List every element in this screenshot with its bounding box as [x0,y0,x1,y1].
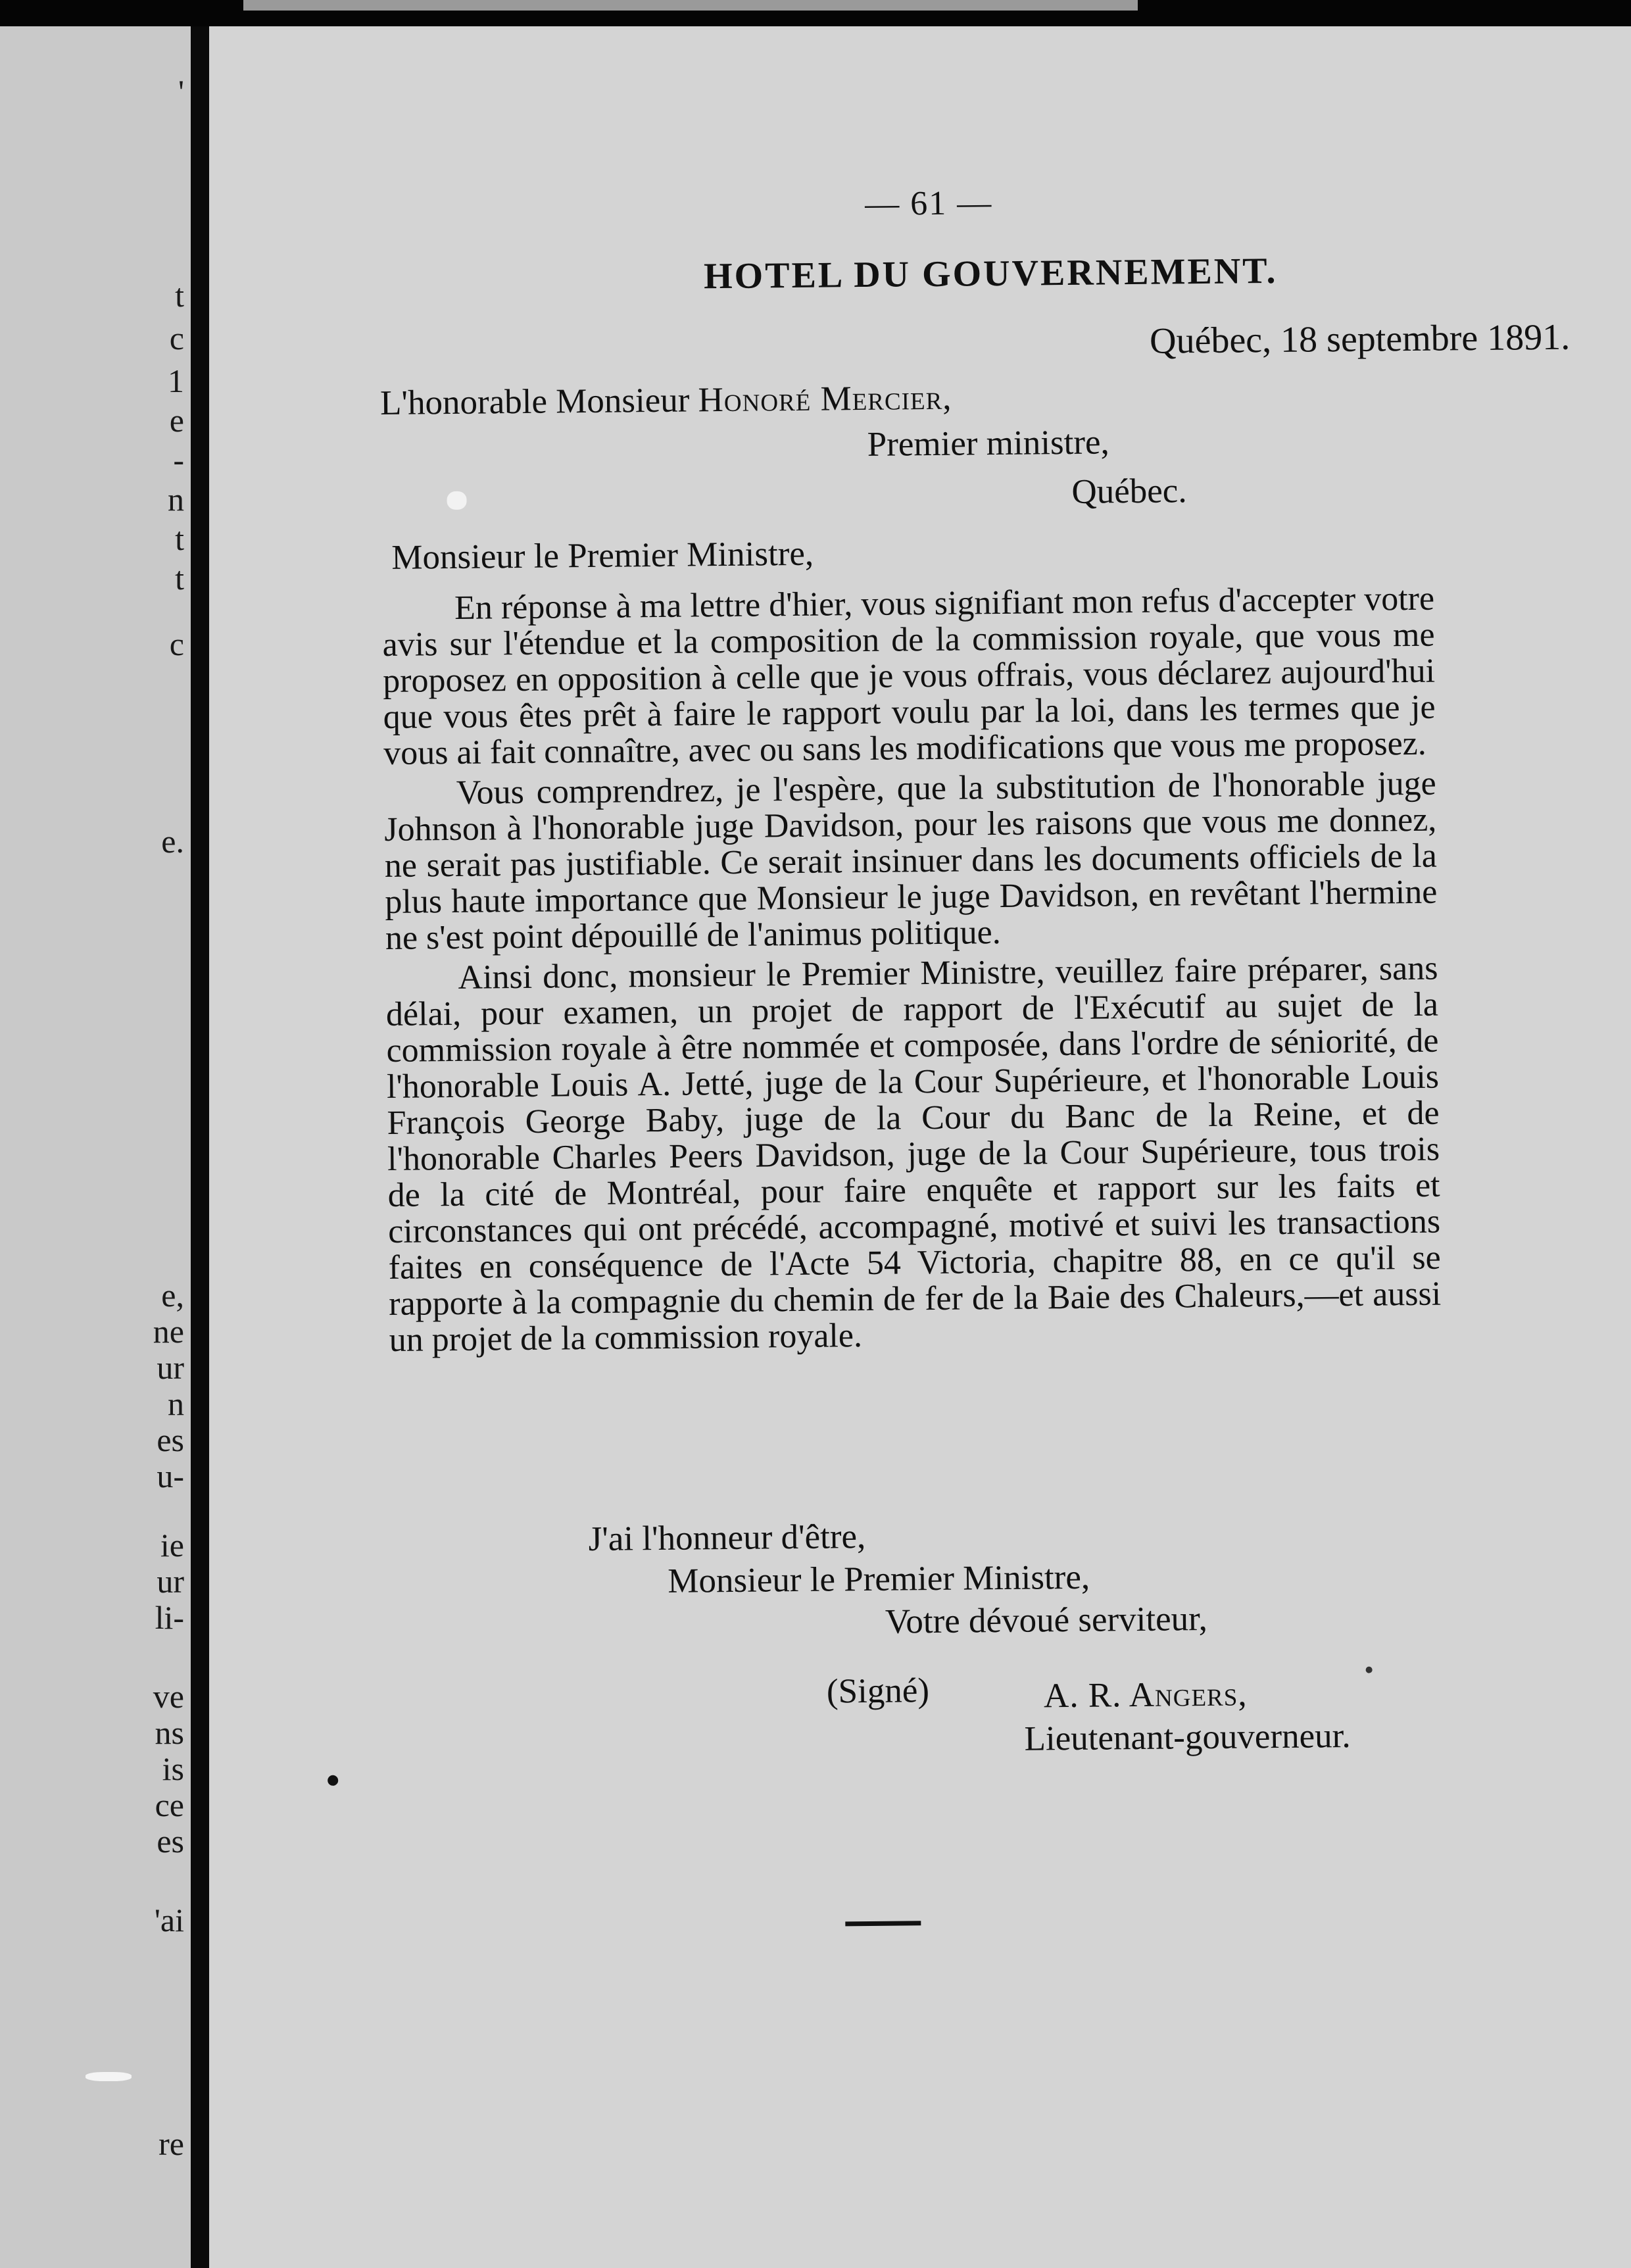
page-heading: HOTEL DU GOUVERNEMENT. [703,250,1278,297]
fragment: - [173,441,184,478]
page-number: — 61 — [864,184,993,223]
ink-speck [1366,1667,1373,1673]
fragment: li- [155,1599,184,1636]
paper-blemish [85,2072,132,2081]
page-content [209,26,1631,2268]
fragment: es [157,1823,184,1860]
salutation: Monsieur le Premier Ministre, [391,534,814,577]
address-line-1 [380,378,952,423]
letter-body [382,581,1442,1362]
end-rule [845,1921,921,1926]
top-edge-strip [243,0,1138,11]
fragment: t [175,560,184,597]
fragment: ne [153,1313,184,1350]
address-line-3: Québec. [1071,472,1187,511]
paragraph: Vous comprendrez, je l'espère, que la substitution de l'honorable juge Johnson à l'honorable juge Davidson, pour les raisons que vous me donnez, ne serait pas justifiable. Ce serait insinuer dans les documents officiels de la plus haute importance que Monsieur le juge Davidson, en revêtant l'hermine ne s'est point dépouillé de l'animus politique. [384,764,1438,957]
paragraph: En réponse à ma lettre d'hier, vous signifiant mon refus d'accepter votre avis sur l'étendue et la composition de la commission royale, que vous me proposez en opposition à celle que je vous offrais, vous déclarez aujourd'hui que vous êtes prêt à faire le rapport voulu par la loi, dans les termes que je vous ai fait connaître, avec ou sans les modifications que vous me proposez. [382,579,1436,772]
previous-page-text-fragments [153,66,191,2268]
fragment: e [169,402,184,439]
fragment: ce [155,1787,184,1823]
dateline: Québec, 18 septembre 1891. [1149,316,1570,362]
previous-page-edge [0,26,191,2268]
fragment: t [175,277,184,314]
document-page [209,26,1631,2268]
fragment: ns [155,1714,184,1751]
fragment: u- [157,1458,184,1494]
ink-speck [328,1775,338,1786]
signed-mark: (Signé) [826,1671,930,1711]
fragment: es [157,1421,184,1458]
address-line-2: Premier ministre, [867,423,1109,464]
fragment: ie [160,1527,184,1564]
fragment: t [175,520,184,557]
paper-blemish [447,491,466,510]
fragment: e. [161,823,184,860]
fragment: c [169,626,184,662]
fragment: ur [157,1349,184,1386]
closing-line-3: Votre dévoué serviteur, [885,1600,1208,1641]
fragment: ur [157,1563,184,1600]
fragment: ve [153,1678,184,1715]
fragment: 1 [168,362,184,399]
page-gutter [191,26,209,2268]
fragment: n [168,1385,184,1422]
fragment: ' [178,73,184,110]
fragment: n [168,481,184,518]
signer-title: Lieutenant-gouverneur. [1024,1716,1351,1758]
fragment: is [162,1750,184,1787]
fragment: c [169,320,184,357]
fragment: e, [161,1277,184,1314]
closing-line-2: Monsieur le Premier Ministre, [668,1558,1090,1600]
fragment: re [158,2125,184,2162]
paragraph: Ainsi donc, monsieur le Premier Ministre, veuillez faire préparer, sans délai, pour examen, un projet de rapport de l'Exécutif au sujet de la commission royale à être nommée et composée, dans l'ordre de séniorité, de l'honorable Louis A. Jetté, juge de la Cour Supérieure, et l'honorable Louis François George Baby, juge de la Cour du Banc de la Reine, et de l'honorable Charles Peers Davidson, juge de la Cour Supérieure, tous trois de la cité de Montréal, pour faire enquête et rapport sur les faits et circonstances qui ont précédé, accompagné, motivé et suivi les transactions faites en conséquence de l'Acte 54 Victoria, chapitre 88, en ce qu'il se rapporte à la compagnie du chemin de fer de la Baie des Chaleurs,—et aussi un projet de la commission royale. [385,949,1442,1359]
address-prefix: L'honorable Monsieur [379,381,698,423]
signer-name: A. R. Angers, [1043,1675,1248,1715]
fragment: 'ai [154,1902,184,1938]
closing-line-1: J'ai l'honneur d'être, [588,1517,866,1559]
addressee-name: Honoré Mercier, [698,378,952,420]
